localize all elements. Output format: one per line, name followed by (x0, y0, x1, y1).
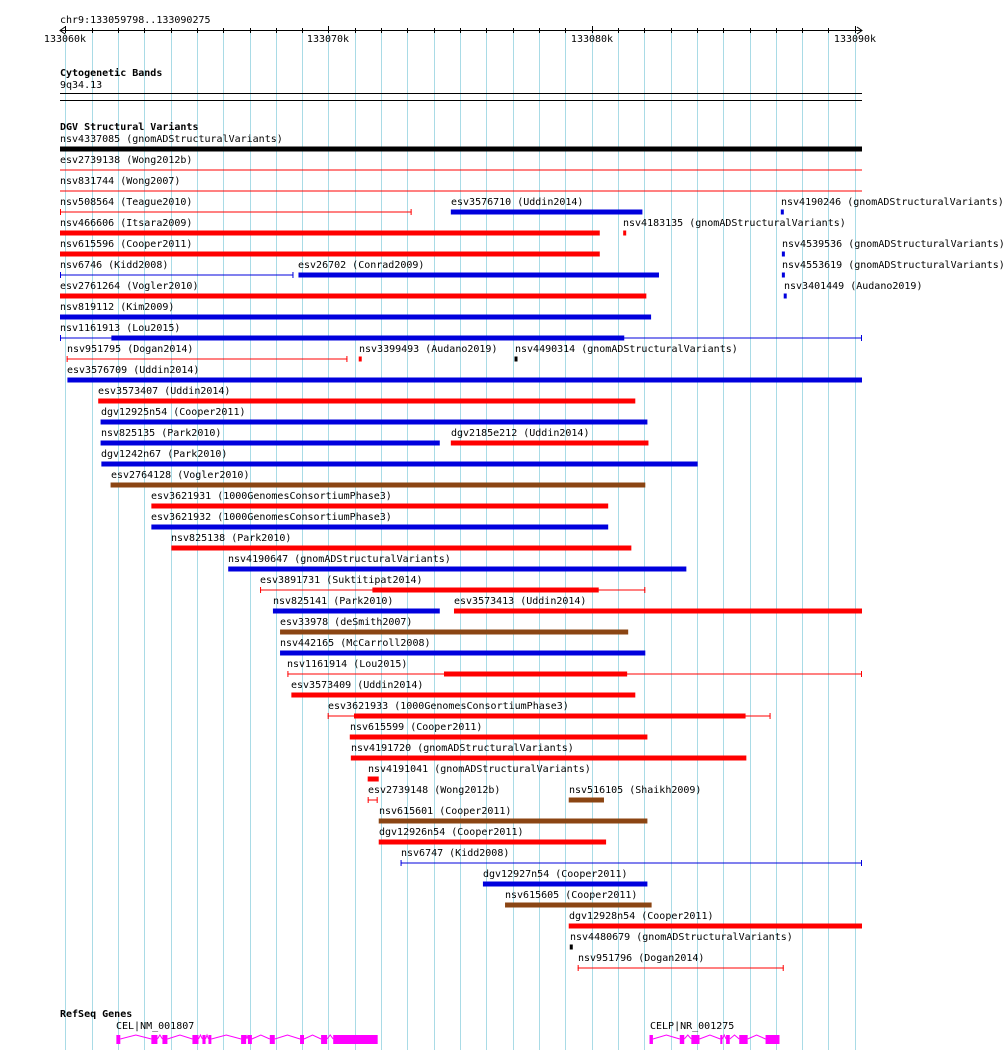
ruler-tick-label: 133080k (570, 34, 614, 45)
sv-feature-label[interactable]: nsv1161914 (Lou2015) (287, 659, 408, 670)
sv-feature-bar[interactable] (101, 420, 648, 425)
refseq-genes (116, 1035, 779, 1044)
sv-feature-bar[interactable] (359, 357, 362, 362)
sv-feature-bar[interactable] (444, 672, 627, 677)
sv-feature-label[interactable]: nsv3399493 (Audano2019) (359, 344, 498, 355)
sv-feature-bar[interactable] (569, 924, 862, 929)
sv-feature-label[interactable]: nsv1161913 (Lou2015) (60, 323, 181, 334)
gene-exon[interactable] (720, 1035, 722, 1044)
sv-feature-label[interactable]: nsv819112 (Kim2009) (60, 302, 175, 313)
sv-feature-bar[interactable] (451, 441, 649, 446)
sv-feature-label[interactable]: nsv4183135 (gnomADStructuralVariants) (623, 218, 846, 229)
refseq-track-title[interactable]: RefSeq Genes (60, 1009, 133, 1020)
sv-feature-label[interactable]: esv2761264 (Vogler2010) (60, 281, 199, 292)
sv-feature-label[interactable]: nsv825135 (Park2010) (101, 428, 222, 439)
sv-feature-label[interactable]: esv2764128 (Vogler2010) (111, 470, 250, 481)
sv-feature-bar[interactable] (60, 294, 646, 299)
sv-feature-bar[interactable] (781, 210, 784, 215)
sv-feature-label[interactable]: nsv615601 (Cooper2011) (379, 806, 512, 817)
gene-intron (211, 1035, 241, 1039)
sv-feature-bar[interactable] (60, 231, 600, 236)
gene-exon[interactable] (192, 1035, 198, 1044)
sv-feature-label[interactable]: nsv4337085 (gnomADStructuralVariants) (60, 134, 283, 145)
sv-feature-label[interactable]: nsv615605 (Cooper2011) (505, 890, 638, 901)
gene-exon[interactable] (116, 1035, 120, 1044)
sv-feature-bar[interactable] (171, 546, 631, 551)
cytoband-track-title[interactable]: Cytogenetic Bands (60, 68, 163, 79)
sv-feature-bar[interactable] (351, 756, 747, 761)
sv-feature-label[interactable]: nsv951795 (Dogan2014) (67, 344, 194, 355)
sv-feature-bar[interactable] (273, 609, 440, 614)
sv-feature-label[interactable]: dgv2185e212 (Uddin2014) (451, 428, 590, 439)
sv-feature-label[interactable]: nsv6747 (Kidd2008) (401, 848, 510, 859)
sv-feature-label[interactable]: nsv508564 (Teague2010) (60, 197, 193, 208)
sv-feature-label[interactable]: nsv615596 (Cooper2011) (60, 239, 193, 250)
sv-feature-bar[interactable] (379, 840, 606, 845)
gene-exon[interactable] (321, 1035, 327, 1044)
sv-feature-label[interactable]: dgv12928n54 (Cooper2011) (569, 911, 714, 922)
gene-label[interactable]: CELP|NR_001275 (650, 1021, 735, 1032)
sv-feature-bar[interactable] (280, 651, 645, 656)
sv-feature-bar[interactable] (151, 525, 608, 530)
sv-feature-endcap (644, 587, 645, 593)
gene-exon[interactable] (726, 1035, 730, 1044)
sv-feature-label[interactable]: esv33978 (deSmith2007) (280, 617, 413, 628)
sv-feature-bar[interactable] (515, 357, 518, 362)
gene-intron (206, 1035, 209, 1039)
ruler-tick-label: 133070k (306, 34, 350, 45)
sv-feature-label[interactable]: nsv466606 (Itsara2009) (60, 218, 193, 229)
gene-exon[interactable] (766, 1035, 780, 1044)
sv-feature-line[interactable] (60, 275, 293, 276)
sv-feature-line[interactable] (60, 212, 412, 213)
sv-feature-label[interactable]: nsv825141 (Park2010) (273, 596, 394, 607)
sv-feature-label[interactable]: esv3573409 (Uddin2014) (291, 680, 424, 691)
gene-exon[interactable] (691, 1035, 699, 1044)
sv-feature-bar[interactable] (67, 378, 862, 383)
sv-feature-endcap (377, 797, 378, 803)
gene-exon[interactable] (300, 1035, 304, 1044)
sv-feature-bar[interactable] (98, 399, 635, 404)
sv-feature-endcap (861, 335, 862, 341)
sv-feature-bar[interactable] (151, 504, 608, 509)
sv-feature-label[interactable]: dgv12926n54 (Cooper2011) (379, 827, 524, 838)
ruler (60, 26, 862, 34)
dgv-track-title[interactable]: DGV Structural Variants (60, 122, 199, 133)
sv-feature-bar[interactable] (291, 693, 635, 698)
sv-feature-label[interactable]: esv3621933 (1000GenomesConsortiumPhase3) (328, 701, 569, 712)
gene-intron (246, 1035, 248, 1039)
sv-feature-endcap (770, 713, 771, 719)
sv-feature-label[interactable]: esv2739138 (Wong2012b) (60, 155, 193, 166)
sv-feature-endcap (60, 335, 61, 341)
sv-feature-label[interactable]: esv3621932 (1000GenomesConsortiumPhase3) (151, 512, 392, 523)
sv-feature-bar[interactable] (350, 735, 648, 740)
gene-exon[interactable] (151, 1035, 157, 1044)
sv-feature-label[interactable]: esv3573407 (Uddin2014) (98, 386, 231, 397)
sv-feature-bar[interactable] (60, 252, 600, 257)
sv-feature-label[interactable]: nsv825138 (Park2010) (171, 533, 292, 544)
sv-feature-endcap (60, 209, 61, 215)
gene-intron (157, 1035, 162, 1039)
sv-feature-bar[interactable] (454, 609, 862, 614)
sv-feature-label[interactable]: nsv6746 (Kidd2008) (60, 260, 169, 271)
sv-feature-bar[interactable] (228, 567, 686, 572)
sv-feature-label[interactable]: esv26702 (Conrad2009) (298, 260, 425, 271)
gene-intron (684, 1035, 691, 1039)
sv-feature-endcap (346, 356, 347, 362)
gene-exon[interactable] (162, 1035, 167, 1044)
sv-feature-endcap (783, 965, 784, 971)
gene-intron (275, 1035, 300, 1039)
sv-feature-endcap (260, 587, 261, 593)
sv-feature-bar[interactable] (569, 798, 604, 803)
sv-feature-endcap (578, 965, 579, 971)
sv-feature-endcap (292, 272, 293, 278)
sv-feature-label[interactable]: nsv516105 (Shaikh2009) (569, 785, 702, 796)
sv-feature-label[interactable]: nsv831744 (Wong2007) (60, 176, 181, 187)
gene-exon[interactable] (650, 1035, 653, 1044)
sv-feature-bar[interactable] (784, 294, 787, 299)
sv-feature-bar[interactable] (368, 777, 379, 782)
gene-label[interactable]: CEL|NM_001807 (116, 1021, 195, 1032)
gene-intron (198, 1035, 202, 1039)
sv-feature-endcap (861, 860, 862, 866)
sv-feature-label[interactable]: nsv951796 (Dogan2014) (578, 953, 705, 964)
sv-feature-label[interactable]: esv3891731 (Suktitipat2014) (260, 575, 423, 586)
sv-feature-endcap (368, 797, 369, 803)
sv-feature-bar[interactable] (372, 588, 598, 593)
sv-feature-bar[interactable] (483, 882, 647, 887)
sv-feature-bar[interactable] (101, 462, 697, 467)
gene-exon[interactable] (241, 1035, 246, 1044)
sv-feature-bar[interactable] (782, 273, 785, 278)
sv-feature-line[interactable] (368, 800, 378, 801)
gene-exon[interactable] (739, 1035, 747, 1044)
sv-feature-label[interactable]: nsv4190647 (gnomADStructuralVariants) (228, 554, 451, 565)
gene-intron (653, 1035, 680, 1039)
sv-feature-label[interactable]: esv3621931 (1000GenomesConsortiumPhase3) (151, 491, 392, 502)
sv-feature-label[interactable]: nsv4490314 (gnomADStructuralVariants) (515, 344, 738, 355)
sv-feature-bar[interactable] (60, 315, 651, 320)
sv-feature-label[interactable]: nsv4190246 (gnomADStructuralVariants) (781, 197, 1004, 208)
sv-feature-line[interactable] (60, 170, 862, 171)
sv-feature-label[interactable]: dgv12927n54 (Cooper2011) (483, 869, 628, 880)
sv-feature-bar[interactable] (782, 252, 785, 257)
ruler-tick-label: 133060k (43, 34, 87, 45)
gene-exon[interactable] (270, 1035, 275, 1044)
sv-feature-label[interactable]: dgv12925n54 (Cooper2011) (101, 407, 246, 418)
sv-feature-bar[interactable] (280, 630, 628, 635)
sv-feature-line[interactable] (401, 863, 862, 864)
sv-feature-bar[interactable] (298, 273, 659, 278)
sv-feature-label[interactable]: dgv1242n67 (Park2010) (101, 449, 228, 460)
gene-intron (730, 1035, 739, 1039)
sv-feature-bar[interactable] (354, 714, 746, 719)
gene-exon[interactable] (208, 1035, 211, 1044)
gene-intron (700, 1035, 721, 1039)
sv-feature-label[interactable]: nsv442165 (McCarroll2008) (280, 638, 431, 649)
sv-feature-endcap (411, 209, 412, 215)
sv-feature-line[interactable] (60, 191, 862, 192)
gene-intron (120, 1035, 151, 1039)
sv-feature-bar[interactable] (60, 147, 862, 152)
sv-feature-label[interactable]: nsv3401449 (Audano2019) (784, 281, 923, 292)
sv-feature-bar[interactable] (111, 483, 646, 488)
gene-intron (304, 1035, 321, 1039)
sv-feature-bar[interactable] (570, 945, 573, 950)
sv-feature-endcap (861, 671, 862, 677)
sv-feature-label[interactable]: esv2739148 (Wong2012b) (368, 785, 501, 796)
sv-feature-endcap (328, 713, 329, 719)
gene-intron (252, 1035, 270, 1039)
gene-intron (722, 1035, 726, 1039)
gene-exon[interactable] (333, 1035, 377, 1044)
sv-feature-bar[interactable] (101, 441, 440, 446)
sv-feature-label[interactable]: nsv4539536 (gnomADStructuralVariants) (782, 239, 1005, 250)
sv-feature-label[interactable]: nsv4191041 (gnomADStructuralVariants) (368, 764, 591, 775)
sv-feature-line[interactable] (67, 359, 348, 360)
sv-feature-endcap (401, 860, 402, 866)
sv-feature-label[interactable]: nsv4480679 (gnomADStructuralVariants) (570, 932, 793, 943)
sv-feature-bar[interactable] (451, 210, 643, 215)
sv-feature-line[interactable] (578, 968, 784, 969)
gene-exon[interactable] (202, 1035, 205, 1044)
sv-feature-endcap (67, 356, 68, 362)
sv-feature-label[interactable]: nsv4553619 (gnomADStructuralVariants) (782, 260, 1005, 271)
gene-exon[interactable] (248, 1035, 252, 1044)
sv-feature-endcap (60, 272, 61, 278)
sv-feature-label[interactable]: esv3576710 (Uddin2014) (451, 197, 584, 208)
sv-feature-endcap (287, 671, 288, 677)
locus-label: chr9:133059798..133090275 (60, 15, 211, 26)
sv-feature-label[interactable]: esv3576709 (Uddin2014) (67, 365, 200, 376)
cytoband-name[interactable]: 9q34.13 (60, 80, 103, 91)
sv-feature-label[interactable]: esv3573413 (Uddin2014) (454, 596, 587, 607)
sv-feature-label[interactable]: nsv615599 (Cooper2011) (350, 722, 483, 733)
sv-feature-label[interactable]: nsv4191720 (gnomADStructuralVariants) (351, 743, 574, 754)
sv-feature-bar[interactable] (379, 819, 648, 824)
gene-exon[interactable] (680, 1035, 684, 1044)
sv-feature-bar[interactable] (111, 336, 624, 341)
sv-feature-bar[interactable] (623, 231, 626, 236)
sv-feature-bar[interactable] (505, 903, 652, 908)
ruler-tick-label: 133090k (833, 34, 877, 45)
